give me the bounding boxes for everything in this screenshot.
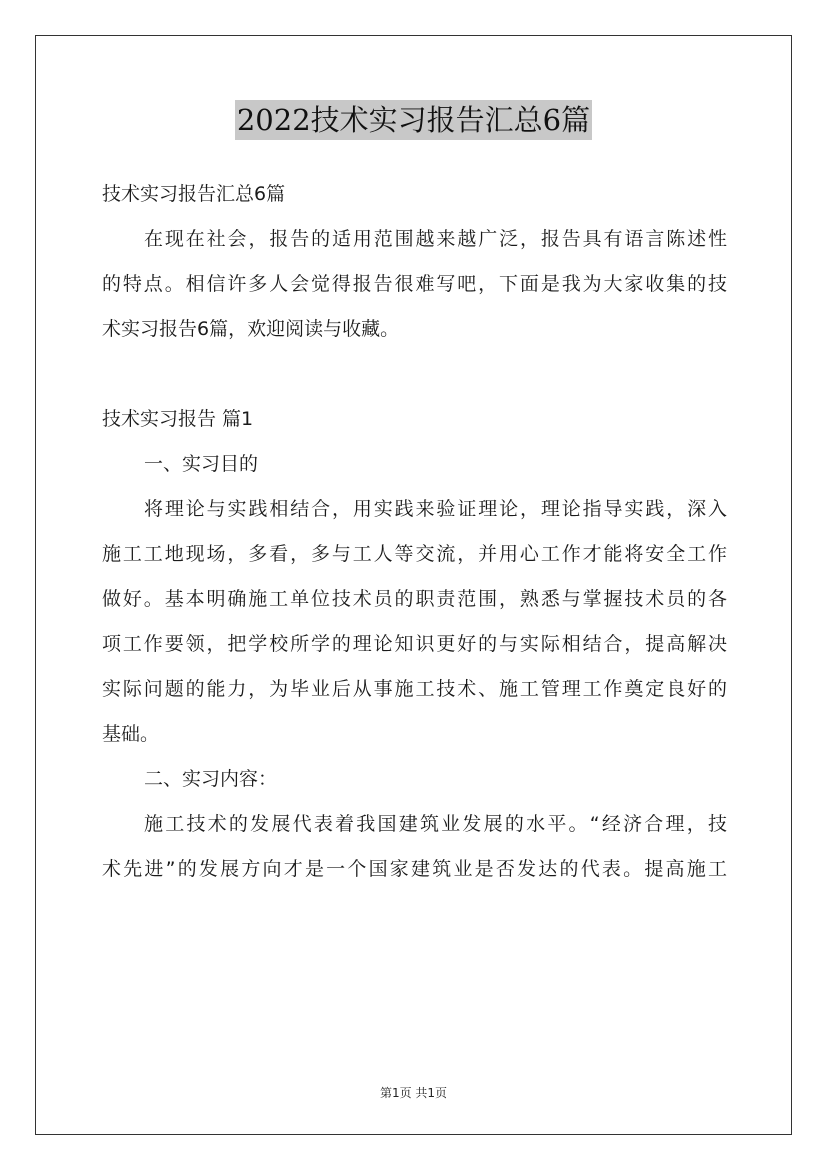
document-subtitle: 技术实习报告汇总6篇 — [102, 183, 286, 205]
document-body — [102, 172, 727, 892]
intro-line: 的特点。相信许多人会觉得报告很难写吧，下面是我为大家收集的技 — [102, 273, 727, 295]
section-heading: 技术实习报告 篇1 — [102, 408, 254, 430]
intro-line: 在现在社会，报告的适用范围越来越广泛，报告具有语言陈述性 — [144, 228, 727, 250]
paragraph-line: 实际问题的能力，为毕业后从事施工技术、施工管理工作奠定良好的 — [102, 678, 727, 700]
paragraph-line: 将理论与实践相结合，用实践来验证理论，理论指导实践，深入 — [144, 498, 727, 520]
title-container — [0, 100, 827, 140]
paragraph-line: 施工工地现场，多看，多与工人等交流，并用心工作才能将安全工作 — [102, 543, 727, 565]
paragraph-gap — [102, 352, 727, 397]
page-footer: 第1页 共1页 — [379, 1086, 448, 1100]
paragraph-line: 项工作要领，把学校所学的理论知识更好的与实际相结合，提高解决 — [102, 633, 727, 655]
part-heading: 二、实习内容： — [144, 768, 278, 790]
document-title: 2022技术实习报告汇总6篇 — [235, 100, 592, 140]
part-heading: 一、实习目的 — [144, 453, 259, 475]
paragraph-line: 术先进”的发展方向才是一个国家建筑业是否发达的代表。提高施工 — [102, 858, 727, 880]
intro-line: 术实习报告6篇，欢迎阅读与收藏。 — [102, 318, 400, 340]
paragraph-line: 做好。基本明确施工单位技术员的职责范围，熟悉与掌握技术员的各 — [102, 588, 727, 610]
paragraph-line: 施工技术的发展代表着我国建筑业发展的水平。“经济合理，技 — [144, 813, 727, 835]
paragraph-line: 基础。 — [102, 723, 160, 745]
